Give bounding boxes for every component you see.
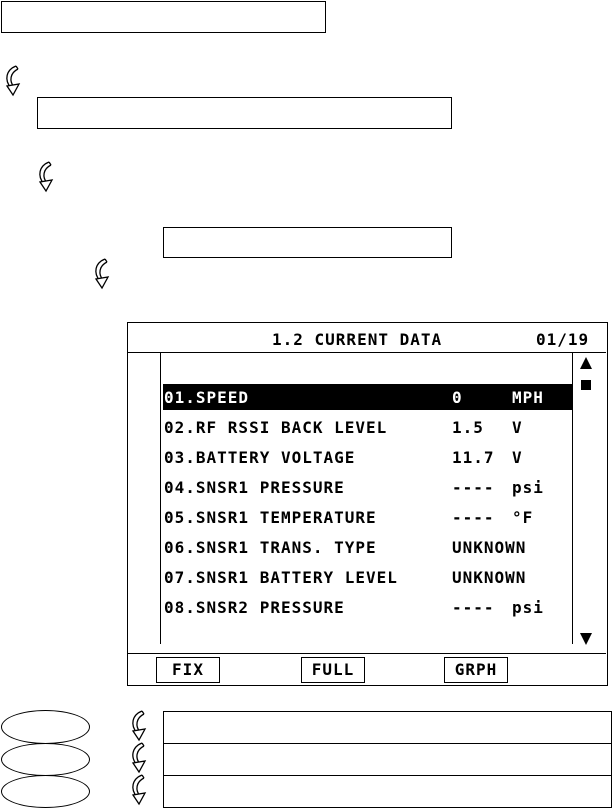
scroll-down-icon[interactable] [580,633,592,645]
menu-box-3[interactable] [163,227,452,258]
row-label: 03.BATTERY VOLTAGE [164,448,356,467]
data-row[interactable] [163,414,572,440]
row-label: 06.SNSR1 TRANS. TYPE [164,538,377,557]
curved-down-arrow-icon [91,257,111,291]
row-unit: V [512,448,523,467]
row-unit: psi [512,478,544,497]
key-ellipse-1[interactable] [1,710,90,744]
scrollbar-divider [572,353,573,644]
curved-down-arrow-icon [128,773,148,807]
menu-box-2[interactable] [37,97,452,129]
screen-title: 1.2 CURRENT DATA [272,330,443,349]
data-row[interactable] [163,504,572,530]
key-ellipse-2[interactable] [1,743,90,776]
row-unit: psi [512,598,544,617]
data-row[interactable] [163,444,572,470]
result-box-2 [163,743,612,776]
row-value: 1.5 [452,418,484,437]
scroll-thumb[interactable] [581,380,591,390]
curved-down-arrow-icon [128,709,148,743]
row-label: 01.SPEED [164,388,250,407]
row-label: 05.SNSR1 TEMPERATURE [164,508,377,527]
result-box-1 [163,711,612,744]
curved-down-arrow-icon [35,160,55,194]
data-row-selected[interactable] [163,384,572,410]
key-ellipse-3[interactable] [1,775,90,808]
data-row[interactable] [163,474,572,500]
page-indicator: 01/19 [536,330,590,349]
row-label: 04.SNSR1 PRESSURE [164,478,345,497]
row-unit: °F [512,508,534,527]
row-value: UNKNOWN [452,568,527,587]
data-row[interactable] [163,564,572,590]
curved-down-arrow-icon [128,741,148,775]
row-value: 11.7 [452,448,495,467]
row-label: 02.RF RSSI BACK LEVEL [164,418,388,437]
left-gutter-divider [160,353,161,644]
data-row[interactable] [163,594,572,620]
full-button[interactable]: FULL [301,657,365,683]
curved-down-arrow-icon [2,64,22,98]
row-value: UNKNOWN [452,538,527,557]
row-unit: MPH [512,388,544,407]
data-row[interactable] [163,534,572,560]
fix-button[interactable]: FIX [156,657,220,683]
result-box-3 [163,775,612,808]
row-unit: V [512,418,523,437]
row-value: ---- [452,478,495,497]
menu-box-1[interactable] [1,1,326,33]
row-value: 0 [452,388,463,407]
row-value: ---- [452,508,495,527]
row-value: ---- [452,598,495,617]
current-data-screen [127,322,608,686]
graph-button[interactable]: GRPH [444,657,508,683]
function-key-bar [128,653,606,685]
scroll-up-icon[interactable] [580,357,592,369]
row-label: 07.SNSR1 BATTERY LEVEL [164,568,398,587]
screen-header [128,323,606,353]
row-label: 08.SNSR2 PRESSURE [164,598,345,617]
